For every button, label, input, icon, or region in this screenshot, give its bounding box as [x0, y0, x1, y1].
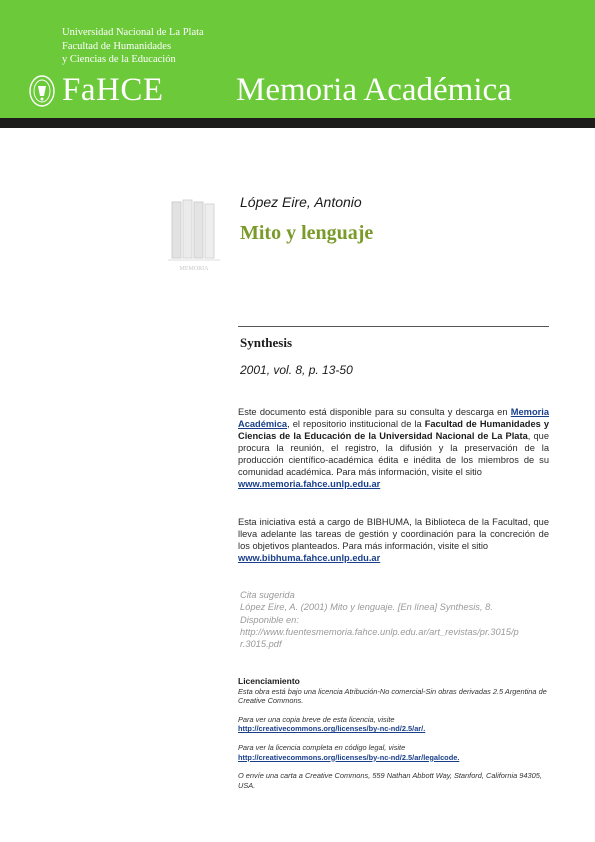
- repository-name: Memoria Académica: [236, 72, 512, 108]
- faculty-name: Facultad de Humanidades y Ciencias de la Educación de la Universidad Nacional de La Plata: [238, 419, 549, 441]
- para2-text: Esta iniciativa está a cargo de BIBHUMA, la Biblioteca de la Facultad, que lleva adelante las tareas de gestión y coordinación para la concreción de los objetivos planteados. Para más información, visite el sitio: [238, 517, 549, 551]
- author: López Eire, Antonio: [240, 194, 362, 210]
- para1-text1: Este documento está disponible para su consulta y descarga en: [238, 407, 508, 417]
- faculty-line: Facultad de Humanidades: [62, 40, 172, 52]
- university-seal-icon: [28, 74, 56, 108]
- faculty-line-2: y Ciencias de la Educación: [62, 54, 176, 65]
- license-heading: Licenciamiento: [238, 676, 300, 686]
- citation-available: Disponible en:: [240, 614, 299, 625]
- bibhuma-description: [238, 516, 549, 564]
- memoria-url-link[interactable]: www.memoria.fahce.unlp.edu.ar: [238, 479, 381, 489]
- books-icon: [168, 198, 224, 274]
- document-title: Mito y lenguaje: [240, 222, 374, 244]
- university-lines: [62, 26, 204, 67]
- license-section: [238, 677, 550, 790]
- volume-info: 2001, vol. 8, p. 13-50: [240, 363, 353, 377]
- journal-name: Synthesis: [240, 335, 293, 350]
- license-text: Esta obra está bajo una licencia Atribución-No comercial-Sin obras derivadas 2.5 Argentina de Creative Commons.: [238, 686, 547, 706]
- license-full-link[interactable]: http://creativecommons.org/licenses/by-nc-nd/2.5/ar/legalcode.: [238, 752, 460, 762]
- fahce-logo: FaHCE: [62, 72, 164, 108]
- license-full-text: Para ver la licencia completa en código legal, visite: [238, 742, 406, 752]
- citation-url-cont[interactable]: r.3015.pdf: [240, 639, 282, 650]
- memoria-academica-link[interactable]: Memoria Académica: [238, 407, 549, 429]
- para1-text2: , el repositorio institucional de la: [287, 419, 422, 429]
- repository-description: [238, 406, 549, 490]
- citation-url[interactable]: http://www.fuentesmemoria.fahce.unlp.edu.ar/art_revistas/pr.3015/p: [240, 626, 519, 637]
- para1-text3: , que procura la reunión, el registro, la difusión y la preservación de la producción científico-académica édita e inédita de los miembros de su comunidad académica. Para más información, visite el sitio: [238, 431, 549, 477]
- citation-reference: López Eire, A. (2001) Mito y lenguaje. [En línea] Synthesis, 8.: [240, 602, 493, 613]
- citation-heading: Cita sugerida: [240, 590, 295, 600]
- section-rule: [238, 326, 549, 327]
- books-icon-label: MEMORIA: [179, 266, 209, 272]
- license-short-link[interactable]: http://creativecommons.org/licenses/by-nc-nd/2.5/ar/.: [238, 724, 426, 734]
- suggested-citation: [240, 589, 550, 650]
- university-line: Universidad Nacional de La Plata: [62, 27, 204, 38]
- license-short-text: Para ver una copia breve de esta licencia, visite: [238, 714, 395, 724]
- bibhuma-url-link[interactable]: www.bibhuma.fahce.unlp.edu.ar: [238, 553, 381, 563]
- license-mail-text: O envíe una carta a Creative Commons, 559 Nathan Abbott Way, Stanford, California 94305, USA.: [238, 771, 542, 790]
- header-divider: [0, 118, 595, 128]
